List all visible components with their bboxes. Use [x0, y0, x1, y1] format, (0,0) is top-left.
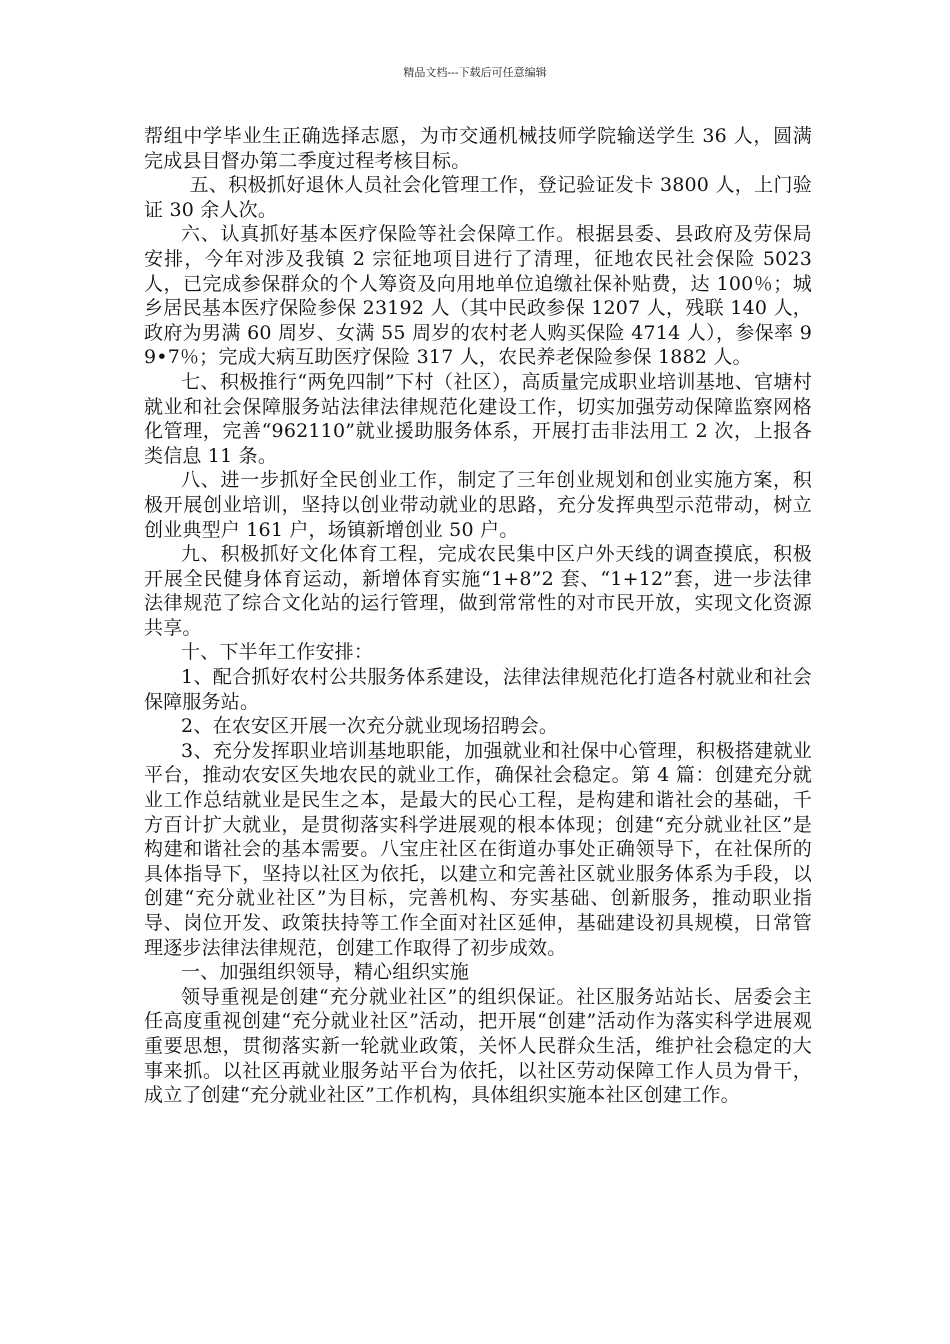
paragraph-section-10-heading: 十、下半年工作安排： [181, 641, 374, 664]
paragraph-section-7: 七、积极推行“两免四制”下村（社区），高质量完成职业培训基地、官塘村就业和社会保障服务站法律法律规范化建设工作，切实加强劳动保障监察网格化管理，完善“962110”就业援助服务体系，开展打击非法用工 2 次，上报各类信息 11 条。 [144, 370, 812, 467]
paragraph-plan-item-2: 2、在农安区开展一次充分就业现场招聘会。 [181, 715, 559, 738]
paragraph-section-6: 六、认真抓好基本医疗保险等社会保障工作。根据县委、县政府及劳保局安排，今年对涉及我镇 2 宗征地项目进行了清理，征地农民社会保险 5023 人，已完成参保群众的个人筹资及向用地单位追缴社保补贴费，达 100％；城乡居民基本医疗保险参保 23192 人（其中民政参保 1207 人，残联 140 人，政府为男满 60 周岁、女满 55 周岁的农村老人购买保险 4714 人），参保率 99•7％；完成大病互助医疗保险 317 人，农民养老保险参保 1882 人。 [144, 223, 812, 369]
paragraph-section-5: 五、积极抓好退休人员社会化管理工作，登记验证发卡 3800 人，上门验证 30 余人次。 [144, 174, 812, 221]
paragraph-subheading-1: 一、加强组织领导，精心组织实施 [181, 961, 470, 984]
paragraph-plan-item-3: 3、充分发挥职业培训基地职能，加强就业和社保中心管理，积极搭建就业平台，推动农安区失地农民的就业工作，确保社会稳定。第 4 篇：创建充分就业工作总结就业是民生之本，是最大的民心工程，是构建和谐社会的基础，千方百计扩大就业，是贯彻落实科学进展观的根本体现；创建“充分就业社区”是构建和谐社会的基本需要。八宝庄社区在街道办事处正确领导下，在社保所的具体指导下，坚持以社区为依托，以建立和完善社区就业服务体系为手段，以创建“充分就业社区”为目标，完善机构、夯实基础、创新服务，推动职业指导、岗位开发、政策扶持等工作全面对社区延伸，基础建设初具规模，日常管理逐步法律法律规范，创建工作取得了初步成效。 [144, 739, 812, 959]
paragraph-plan-item-1: 1、配合抓好农村公共服务体系建设，法律法律规范化打造各村就业和社会保障服务站。 [144, 666, 812, 713]
paragraph-leadership: 领导重视是创建“充分就业社区”的组织保证。社区服务站站长、居委会主任高度重视创建“充分就业社区”活动，把开展“创建”活动作为落实科学进展观重要思想，贯彻落实新一轮就业政策，关怀人民群众生活，维护社会稳定的大事来抓。以社区再就业服务站平台为依托，以社区劳动保障工作人员为骨干，成立了创建“充分就业社区”工作机构，具体组织实施本社区创建工作。 [144, 985, 812, 1107]
page-header: 精品文档---下载后可任意编辑 [403, 66, 547, 79]
paragraph-continuation: 帮组中学毕业生正确选择志愿，为市交通机械技师学院输送学生 36 人，圆满完成县目督办第二季度过程考核目标。 [144, 125, 812, 172]
paragraph-section-8: 八、进一步抓好全民创业工作，制定了三年创业规划和创业实施方案，积极开展创业培训，坚持以创业带动就业的思路，充分发挥典型示范带动，树立创业典型户 161 户，场镇新增创业 50 户。 [144, 469, 812, 541]
document-body [144, 124, 812, 1108]
paragraph-section-9: 九、积极抓好文化体育工程，完成农民集中区户外天线的调查摸底，积极开展全民健身体育运动，新增体育实施“1+8”2 套、“1+12”套，进一步法律法律规范了综合文化站的运行管理，做到常常性的对市民开放，实现文化资源共享。 [144, 543, 812, 639]
